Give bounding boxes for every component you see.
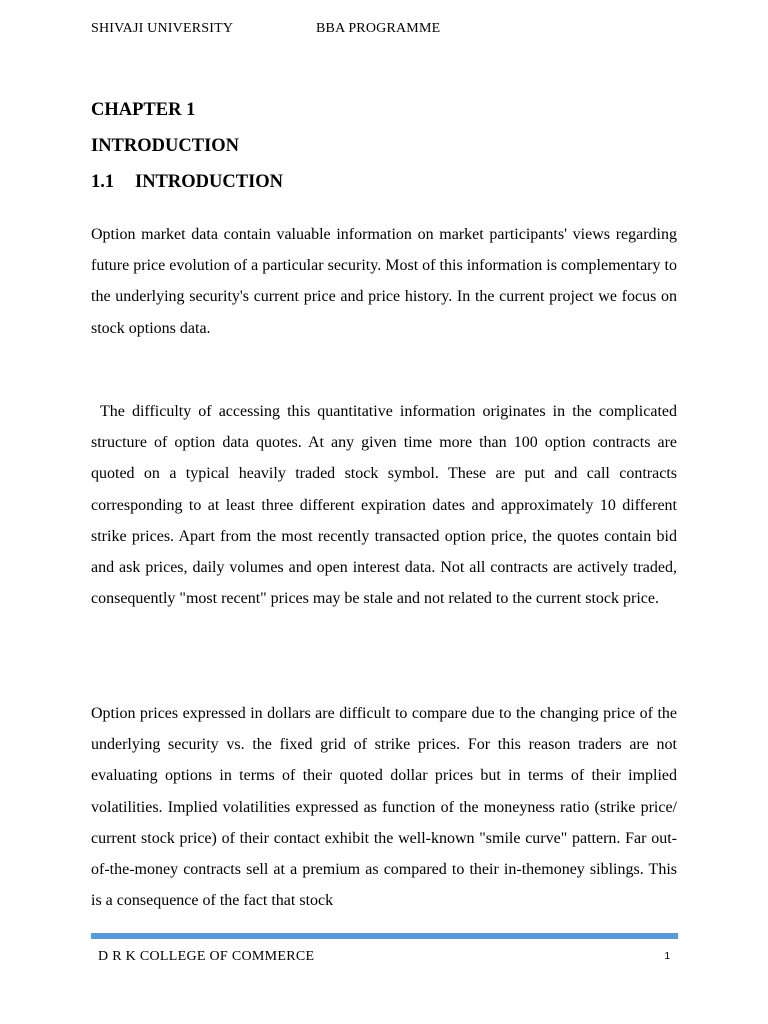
paragraph: The difficulty of accessing this quantitative information originates in the complicated structure of option data quotes. At any given time more than 100 option contracts are quoted on a typical heavily traded stock symbol. These are put and call contracts corresponding to at least three different expiration dates and approximately 10 different strike prices. Apart from the most recently transacted option price, the quotes contain bid and ask prices, daily volumes and open interest data. Not all contracts are actively traded, consequently "most recent" prices may be stale and not related to the current stock price. [91,403,677,608]
chapter-title: INTRODUCTION [91,136,240,156]
paragraph: Option prices expressed in dollars are difficult to compare due to the changing price of the underlying security vs. the fixed grid of strike prices. For this reason traders are not evaluating options in terms of their quoted dollar prices but in terms of their implied volatilities. Implied volatilities expressed as function of the moneyness ratio (strike price/ current stock price) of their contact exhibit the well-known "smile curve" pattern. Far out-of-the-money contracts sell at a premium as compared to their in-themoney siblings. This is a consequence of the fact that stock [91,705,677,910]
college-name: D R K COLLEGE OF COMMERCE [98,949,315,964]
section-number: 1.1 [91,172,115,192]
running-header [91,21,677,41]
programme-name: BBA PROGRAMME [316,21,441,36]
page-number: 1 [664,951,670,962]
page-footer [98,949,670,969]
chapter-number: CHAPTER 1 [91,100,196,120]
chapter-headings [91,92,677,200]
section-heading [91,164,677,200]
paragraph: Option market data contain valuable information on market participants' views regarding future price evolution of a particular security. Most of this information is complementary to the underlying security's current price and price history. In the current project we focus on stock options data. [91,226,677,337]
footer-rule [91,933,678,939]
section-title: INTRODUCTION [135,172,284,192]
university-name: SHIVAJI UNIVERSITY [91,21,234,36]
